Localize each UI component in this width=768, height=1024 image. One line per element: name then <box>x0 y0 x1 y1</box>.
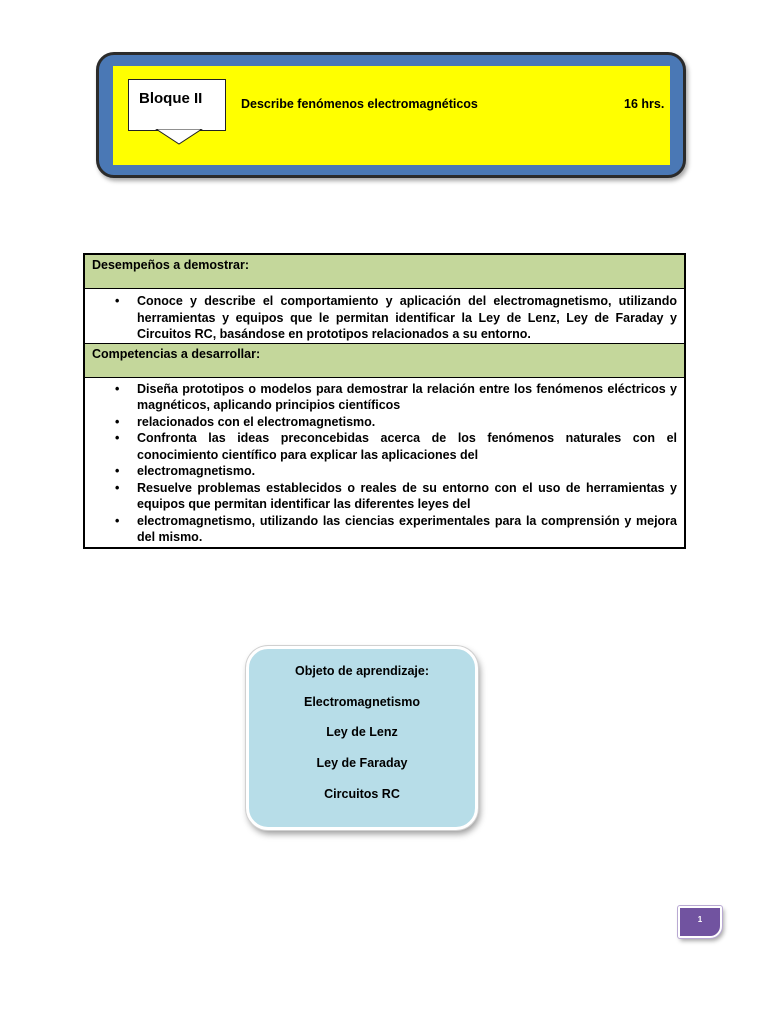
learning-topic: Ley de Lenz <box>326 725 398 739</box>
bullet-icon: • <box>115 513 120 528</box>
bullet-icon: • <box>115 480 120 495</box>
competencias-heading: Competencias a desarrollar: <box>92 346 261 361</box>
block-label-box <box>128 79 226 131</box>
table-header-desempenos <box>85 255 684 289</box>
learning-object-heading: Objeto de aprendizaje: <box>294 664 430 678</box>
list-item: • Resuelve problemas establecidos o reales de su entorno con el uso de herramientas y equipos que permitan identificar las diferentes leyes del <box>115 480 677 511</box>
page-number: 1 <box>678 906 722 938</box>
competencies-table <box>83 253 686 549</box>
list-item: • electromagnetismo, utilizando las ciencias experimentales para la comprensión y mejora del mismo. <box>115 513 677 544</box>
learning-topic: Circuitos RC <box>324 787 400 801</box>
block-hours: 16 hrs. <box>624 97 665 111</box>
bullet-icon: • <box>115 464 120 478</box>
learning-topic: Electromagnetismo <box>303 695 420 709</box>
block-banner <box>96 52 686 178</box>
learning-topic: Ley de Faraday <box>316 756 408 770</box>
desempenos-heading: Desempeños a demostrar: <box>92 258 250 272</box>
bullet-icon: • <box>115 294 120 308</box>
down-arrow-icon <box>154 129 204 146</box>
desempenos-body <box>85 289 684 344</box>
block-title: Describe fenómenos electromagnéticos <box>241 97 478 111</box>
learning-object-box <box>246 646 478 830</box>
list-item: • relacionados con el electromagnetismo. <box>115 414 376 429</box>
bullet-icon: • <box>115 381 120 396</box>
bullet-icon: • <box>115 414 120 429</box>
list-item: • Confronta las ideas preconcebidas acerca de los fenómenos naturales con el conocimiento científico para explicar las aplicaciones del <box>115 431 677 462</box>
banner-yellow-panel <box>113 66 670 165</box>
bullet-icon: • <box>115 431 120 445</box>
list-item: • Conoce y describe el comportamiento y aplicación del electromagnetismo, utilizando herramientas y equipos que le permitan identificar la Ley de Lenz, Ley de Faraday y Circuitos RC, basándose en prototipos relacionados a su entorno. <box>115 294 677 341</box>
table-header-competencias <box>85 344 684 378</box>
block-label: Bloque II <box>139 90 203 107</box>
list-item: • electromagnetismo. <box>115 464 256 478</box>
competencias-body <box>85 378 684 547</box>
list-item: • Diseña prototipos o modelos para demostrar la relación entre los fenómenos eléctricos y magnéticos, aplicando principios científicos <box>115 381 677 412</box>
